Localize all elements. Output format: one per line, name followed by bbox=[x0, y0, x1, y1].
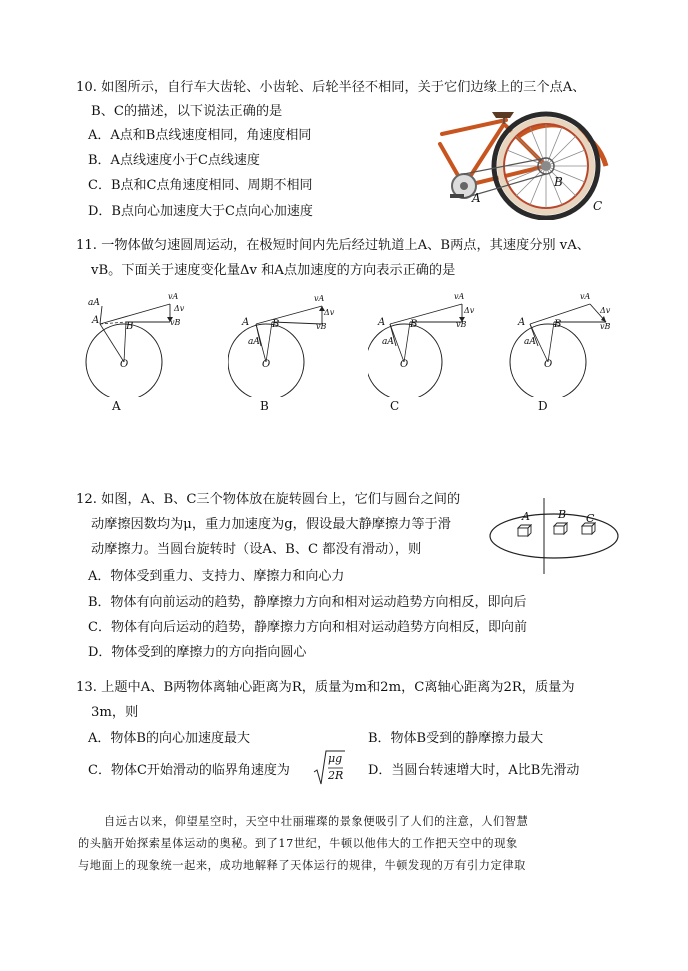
q12-stem-line3: 动摩擦力。当圆台旋转时（设A、B、C 都没有滑动），则 bbox=[91, 542, 422, 557]
q10-option-b: B．A点线速度小于C点线速度 bbox=[88, 153, 260, 168]
q11-stem-line1: 11. 一物体做匀速圆周运动，在极短时间内先后经过轨道上A、B两点，其速度分别 vA、 bbox=[76, 238, 590, 253]
pt-a-label: A bbox=[378, 317, 386, 328]
q11-diagram-d bbox=[508, 292, 618, 417]
q10-option-c: C．B点和C点角速度相同、周期不相同 bbox=[88, 178, 313, 193]
bicycle-figure bbox=[434, 104, 614, 220]
center-label: O bbox=[544, 359, 553, 370]
pt-a-label: A bbox=[242, 317, 250, 328]
pt-b-label: B bbox=[126, 321, 134, 332]
point-a-label: A bbox=[472, 191, 481, 205]
q11-diagram-c bbox=[368, 292, 478, 417]
block-b-label: B bbox=[558, 508, 567, 521]
dv-label: Δv bbox=[464, 306, 475, 315]
q13-option-d: D．当圆台转速增大时，A比B先滑动 bbox=[368, 763, 580, 778]
dv-label: Δv bbox=[600, 306, 611, 315]
acc-label: aA bbox=[248, 337, 260, 347]
va-label: vA bbox=[168, 292, 179, 301]
point-b-label: B bbox=[554, 175, 563, 189]
q13-option-c bbox=[88, 762, 290, 780]
turntable-figure bbox=[486, 498, 622, 574]
q10-option-a: A．A点和B点线速度相同，角速度相同 bbox=[88, 128, 312, 143]
pt-a-label: A bbox=[92, 315, 100, 326]
sqrt-denominator: 2R bbox=[328, 769, 344, 782]
q12-stem-line1: 12. 如图，A、B、C三个物体放在旋转圆台上，它们与圆台之间的 bbox=[76, 492, 461, 507]
dv-label: Δv bbox=[324, 308, 335, 317]
q11-diagram-a bbox=[80, 292, 185, 417]
q13-option-b: B．物体B受到的静摩擦力最大 bbox=[368, 731, 544, 746]
q12-option-a: A．物体受到重力、支持力、摩擦力和向心力 bbox=[88, 569, 345, 584]
block-a-label: A bbox=[522, 510, 530, 523]
dv-label: Δv bbox=[174, 304, 185, 313]
q13-stem-line2: 3m，则 bbox=[91, 705, 139, 720]
vb-label: vB bbox=[600, 322, 611, 331]
center-label: O bbox=[400, 359, 409, 370]
center-label: O bbox=[120, 359, 129, 370]
va-label: vA bbox=[314, 294, 325, 303]
passage-line2: 的头脑开始探索星体运动的奥秘。到了17世纪，牛顿以他伟大的工作把天空中的现象 bbox=[78, 837, 518, 850]
vb-label: vB bbox=[316, 322, 327, 331]
acc-label: aA bbox=[88, 298, 100, 308]
acc-label: aA bbox=[524, 337, 536, 347]
vb-label: vB bbox=[170, 318, 181, 327]
q13-option-a: A．物体B的向心加速度最大 bbox=[88, 731, 250, 746]
passage-line3: 与地面上的现象统一起来，成功地解释了天体运行的规律，牛顿发现的万有引力定律取 bbox=[78, 859, 526, 872]
q11-diagram-b bbox=[228, 292, 338, 417]
point-c-label: C bbox=[593, 199, 603, 213]
q10-option-d: D．B点向心加速度大于C点向心加速度 bbox=[88, 204, 313, 219]
va-label: vA bbox=[580, 292, 591, 301]
q13-stem-line1: 13. 上题中A、B两物体离轴心距离为R，质量为m和2m，C离轴心距离为2R，质量为 bbox=[76, 680, 575, 695]
va-label: vA bbox=[454, 292, 465, 301]
q12-option-b: B．物体有向前运动的趋势，静摩擦力方向和相对运动趋势方向相反，即向后 bbox=[88, 595, 527, 610]
pt-b-label: B bbox=[410, 319, 418, 330]
acc-label: aA bbox=[382, 337, 394, 347]
diagram-caption: A bbox=[112, 399, 121, 413]
q12-option-d: D．物体受到的摩擦力的方向指向圆心 bbox=[88, 645, 307, 660]
diagram-caption: B bbox=[260, 399, 269, 413]
pt-b-label: B bbox=[554, 319, 562, 330]
passage-line1: 自远古以来，仰望星空时，天空中壮丽璀璨的景象便吸引了人们的注意，人们智慧 bbox=[104, 815, 529, 828]
diagram-caption: D bbox=[538, 399, 548, 413]
sqrt-numerator: μg bbox=[328, 752, 343, 765]
q11-stem-line2: vB。下面关于速度变化量Δv 和A点加速度的方向表示正确的是 bbox=[91, 263, 456, 278]
sqrt-formula bbox=[313, 748, 345, 788]
vb-label: vB bbox=[456, 320, 467, 329]
q10-stem-line2: B、C的描述，以下说法正确的是 bbox=[91, 104, 283, 119]
q12-stem-line2: 动摩擦因数均为μ，重力加速度为g，假设最大静摩擦力等于滑 bbox=[91, 517, 451, 532]
pt-a-label: A bbox=[518, 317, 526, 328]
block-c-label: C bbox=[586, 512, 595, 525]
q10-stem-line1: 10. 如图所示，自行车大齿轮、小齿轮、后轮半径不相同，关于它们边缘上的三个点A、 bbox=[76, 80, 586, 95]
q13-option-c-text: C．物体C开始滑动的临界角速度为 bbox=[88, 763, 290, 778]
diagram-caption: C bbox=[390, 399, 400, 413]
pt-b-label: B bbox=[272, 319, 280, 330]
q12-option-c: C．物体有向后运动的趋势，静摩擦力方向和相对运动趋势方向相反，即向前 bbox=[88, 620, 527, 635]
center-label: O bbox=[262, 359, 271, 370]
